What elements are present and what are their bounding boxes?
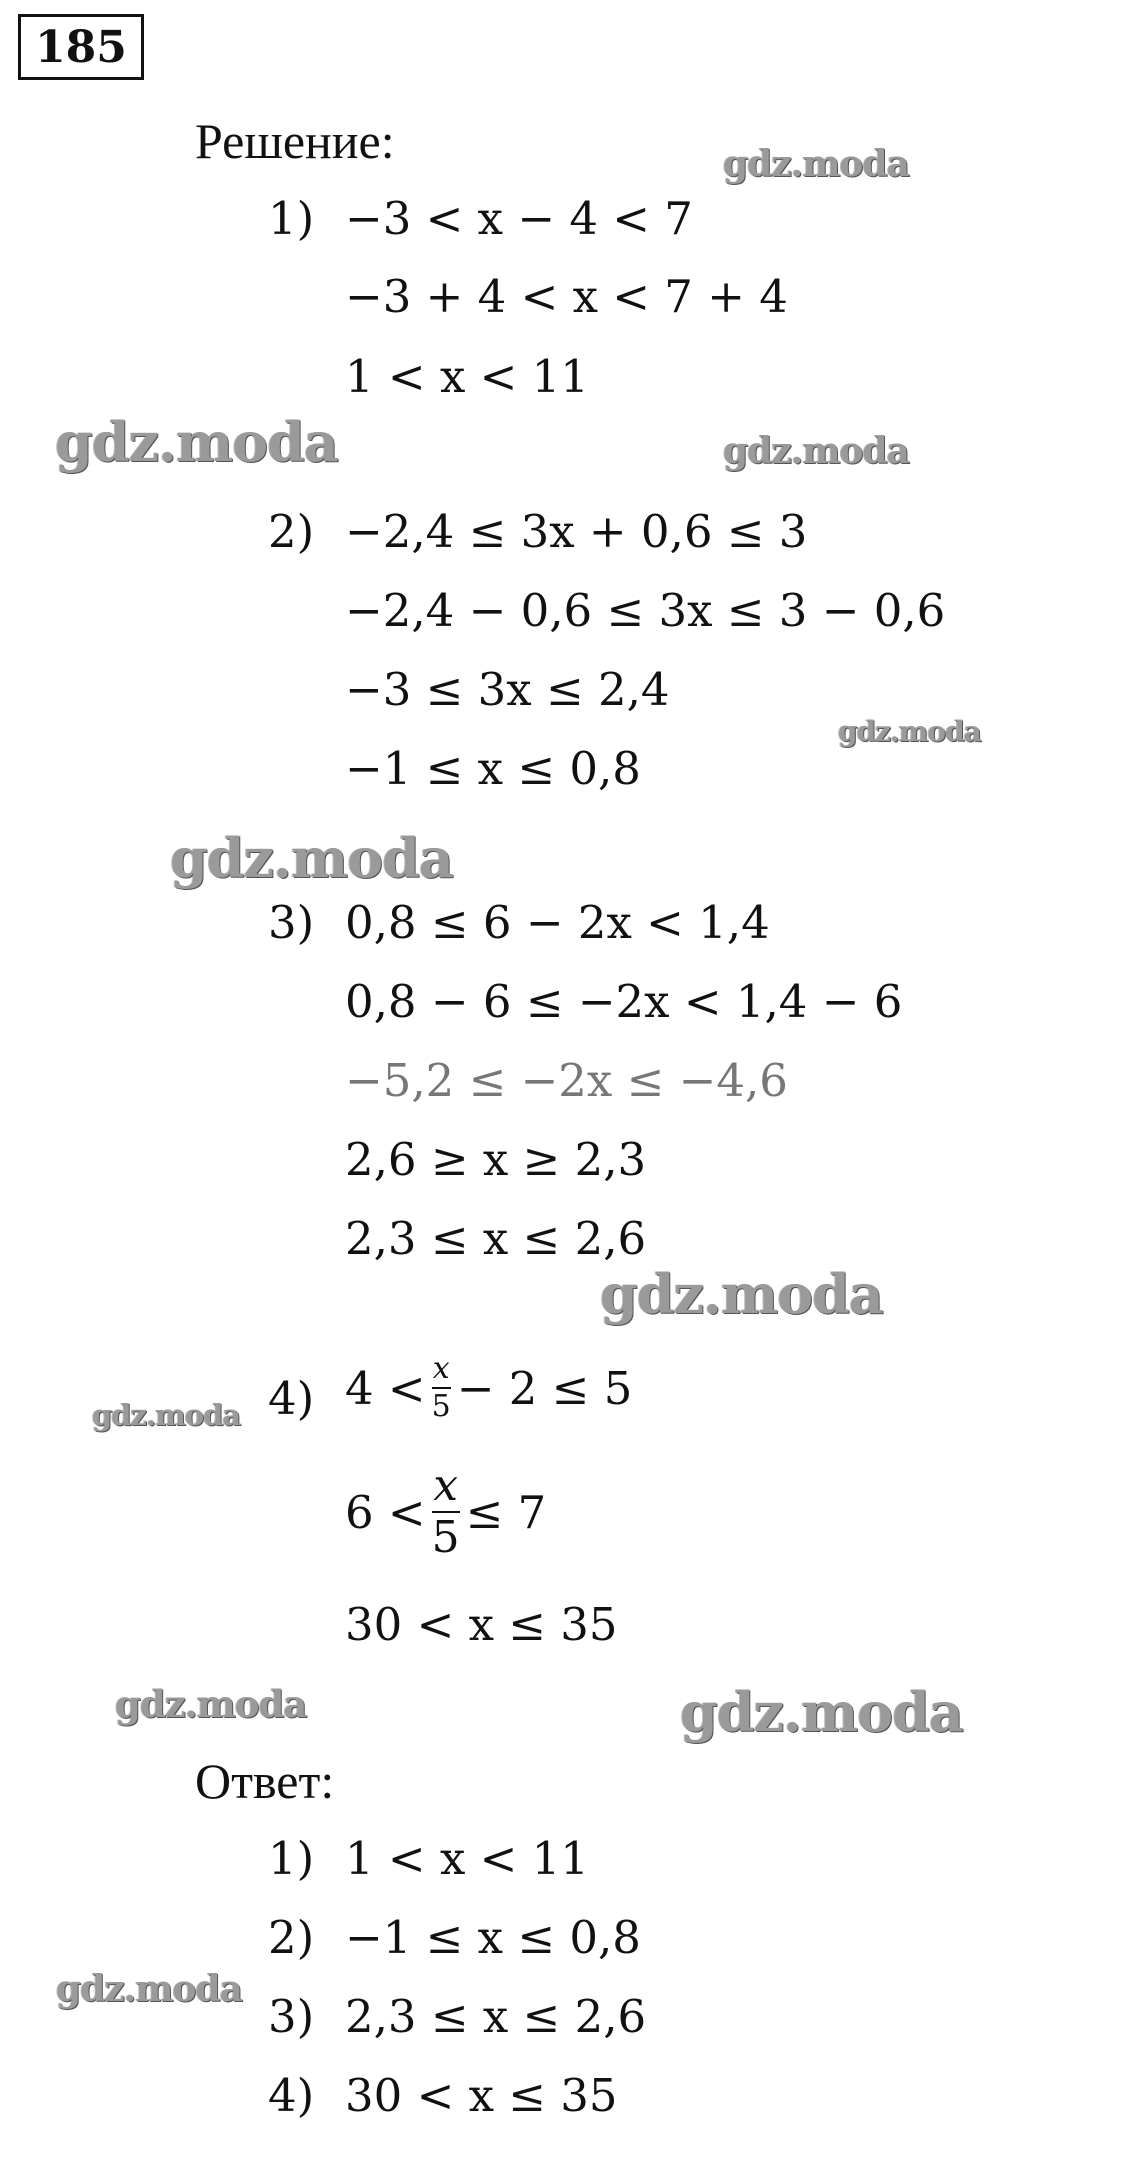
part-1-line-3: 1 < x < 11 [345,350,589,403]
answer-4-text: 30 < x ≤ 35 [345,2069,618,2122]
answer-2-label: 2) [268,1911,315,1964]
watermark: gdz.moda [55,410,338,474]
watermark: gdz.moda [723,430,909,472]
answer-heading: Ответ: [195,1753,335,1809]
answer-4-label: 4) [268,2069,315,2122]
part-3-line-4: 2,6 ≥ x ≥ 2,3 [345,1133,647,1186]
fraction-x-over-5 [431,1351,451,1424]
part-2-line-4: −1 ≤ x ≤ 0,8 [345,742,641,795]
fraction-numerator: x [433,1460,459,1511]
part-3-label: 3) [268,896,315,949]
watermark: gdz.moda [838,715,981,748]
part-4-line-1-left: 4 < [345,1361,426,1415]
part-4-line-2-left: 6 < [345,1485,426,1539]
fraction-denominator: 5 [431,1389,451,1424]
part-4-line-2-right: ≤ 7 [465,1485,547,1539]
problem-number-badge: 185 [18,14,144,80]
part-4-line-2 [345,1460,547,1563]
part-4-line-1 [345,1351,633,1424]
fraction-numerator: x [432,1351,450,1386]
part-2-line-2: −2,4 − 0,6 ≤ 3x ≤ 3 − 0,6 [345,584,946,637]
part-4-label: 4) [268,1372,315,1425]
answer-3-label: 3) [268,1990,315,2043]
part-3-line-3: −5,2 ≤ −2x ≤ −4,6 [345,1054,788,1107]
fraction-denominator: 5 [431,1512,460,1563]
answer-1-text: 1 < x < 11 [345,1832,589,1885]
part-1-line-2: −3 + 4 < x < 7 + 4 [345,270,788,323]
watermark: gdz.moda [723,143,909,185]
answer-1-label: 1) [268,1832,315,1885]
answer-2-text: −1 ≤ x ≤ 0,8 [345,1911,641,1964]
answer-3-text: 2,3 ≤ x ≤ 2,6 [345,1990,647,2043]
part-3-line-1: 0,8 ≤ 6 − 2x < 1,4 [345,896,770,949]
fraction-x-over-5-large [431,1460,460,1563]
watermark: gdz.moda [600,1262,883,1326]
watermark: gdz.moda [92,1398,241,1432]
part-2-label: 2) [268,505,315,558]
watermark: gdz.moda [680,1680,963,1744]
part-3-line-2: 0,8 − 6 ≤ −2x < 1,4 − 6 [345,975,903,1028]
part-1-line-1: −3 < x − 4 < 7 [345,192,693,245]
part-4-line-3: 30 < x ≤ 35 [345,1598,618,1651]
part-3-line-5: 2,3 ≤ x ≤ 2,6 [345,1212,647,1265]
part-1-label: 1) [268,192,315,245]
part-4-line-1-right: − 2 ≤ 5 [456,1361,633,1415]
solution-heading: Решение: [195,113,395,169]
part-2-line-3: −3 ≤ 3x ≤ 2,4 [345,663,670,716]
part-2-line-1: −2,4 ≤ 3x + 0,6 ≤ 3 [345,505,808,558]
watermark: gdz.moda [115,1682,307,1726]
watermark: gdz.moda [170,826,453,890]
watermark: gdz.moda [56,1968,242,2010]
